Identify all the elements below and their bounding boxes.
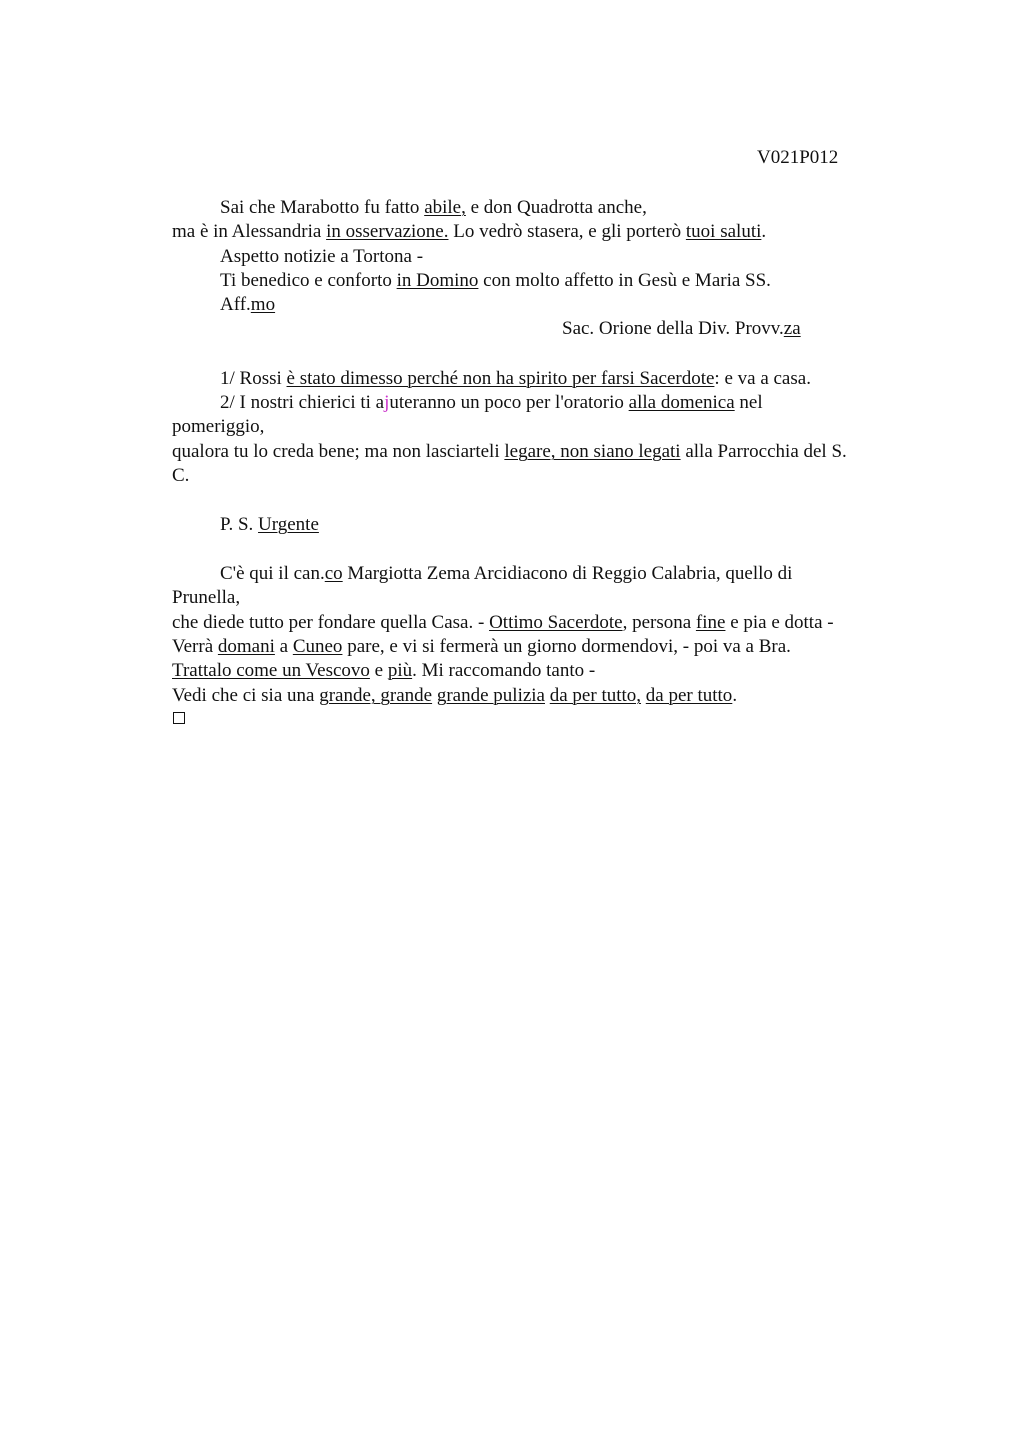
closing-line: Aff.mo — [220, 294, 276, 315]
end-marker-square — [173, 712, 185, 724]
text-line: 1/ Rossi è stato dimesso perché non ha spirito per farsi Sacerdote: e va a casa. — [220, 368, 811, 389]
text-line: ma è in Alessandria in osservazione. Lo vedrò stasera, e gli porterò tuoi saluti. — [172, 221, 767, 242]
postscript-heading: P. S. Urgente — [220, 514, 319, 535]
text-line: pomeriggio, — [172, 416, 265, 437]
text-line: C. — [172, 465, 190, 486]
text-line: Sai che Marabotto fu fatto abile, e don Quadrotta anche, — [220, 197, 647, 218]
text-line: Trattalo come un Vescovo e più. Mi raccomando tanto - — [172, 660, 596, 681]
text-line: Ti benedico e conforto in Domino con molto affetto in Gesù e Maria SS. — [220, 270, 771, 291]
text-line: 2/ I nostri chierici ti ajuteranno un poco per l'oratorio alla domenica nel — [220, 392, 763, 413]
text-line: Aspetto notizie a Tortona - — [220, 246, 424, 267]
text-line: Vedi che ci sia una grande, grande grande pulizia da per tutto, da per tutto. — [172, 685, 738, 706]
document-id: V021P012 — [757, 147, 839, 168]
text-line: Prunella, — [172, 587, 241, 608]
signature-line: Sac. Orione della Div. Provv.za — [562, 318, 801, 339]
text-line: che diede tutto per fondare quella Casa. - Ottimo Sacerdote, persona fine e pia e dotta - — [172, 612, 834, 633]
text-line: Verrà domani a Cuneo pare, e vi si fermerà un giorno dormendovi, - poi va a Bra. — [172, 636, 791, 657]
text-line: qualora tu lo creda bene; ma non lasciarteli legare, non siano legati alla Parrocchia del S. — [172, 441, 847, 462]
text-line: C'è qui il can.co Margiotta Zema Arcidiacono di Reggio Calabria, quello di — [220, 563, 793, 584]
